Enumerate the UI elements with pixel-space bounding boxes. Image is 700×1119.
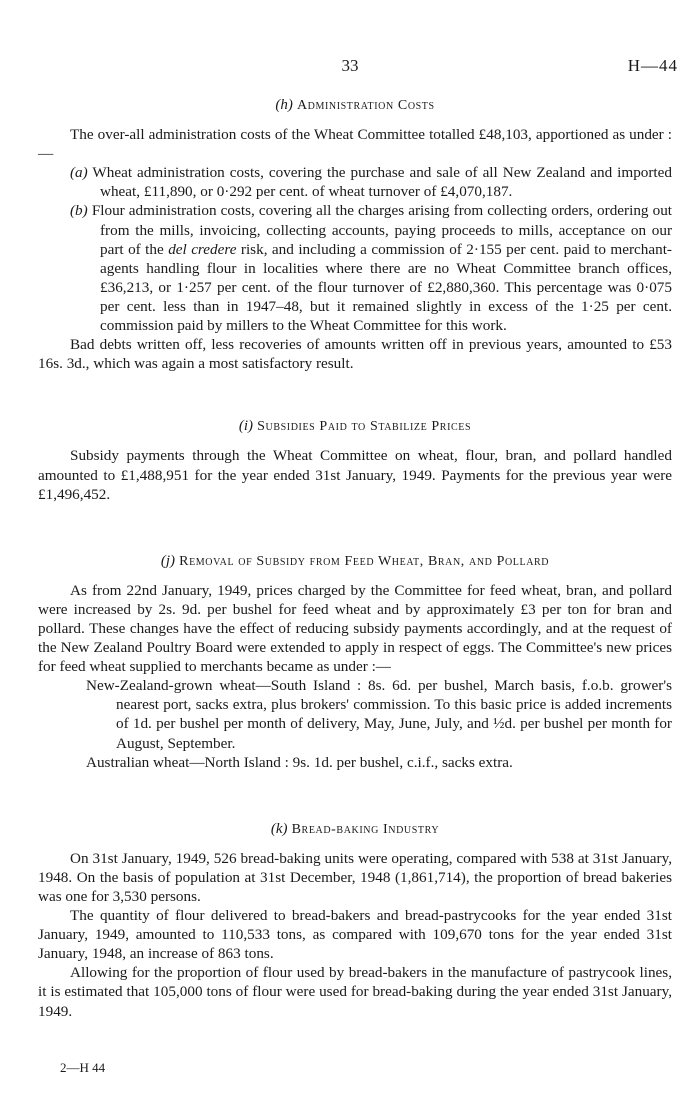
section-k-label: (k): [270, 820, 288, 837]
section-h-heading: [38, 96, 672, 115]
item-a-text: Wheat administration costs, covering the purchase and sale of all New Zealand and imported wheat, £11,890, or 0·292 per cent. of wheat turnover of £4,070,187.: [92, 164, 672, 201]
section-j-title: Removal of Subsidy from Feed Wheat, Bran, and Pollard: [179, 553, 550, 569]
section-h-title: Administration Costs: [296, 98, 435, 113]
item-a-label: (a): [70, 164, 88, 182]
section-i-label: (i): [238, 418, 254, 435]
section-j-paragraph: As from 22nd January, 1949, prices charged by the Committee for feed wheat, bran, and pollard were increased by 2s. 9d. per bushel for feed wheat and by approximately £3 per ton for bran and pollard. These changes have the effect of reducing subsidy payments accordingly, and at the request of the New Zealand Poultry Board were extended to apply in respect of eggs. The Committee's new prices for feed wheat supplied to merchants became as under :—: [38, 581, 672, 676]
item-b-text-pre: Flour administration costs, covering all the charges arising from collecting orders, ordering out from the mills, invoicing, collecting accounts, paying proceeds to mills, acceptance on our part of the: [91, 202, 673, 258]
section-k-heading: [38, 820, 672, 839]
section-h-item-a: [38, 163, 672, 201]
section-k-paragraph-1: On 31st January, 1949, 526 bread-baking units were operating, compared with 538 at 31st January, 1948. On the basis of population at 31st December, 1948 (1,861,714), the proportion of bread bakeries was one for 3,530 persons.: [38, 849, 672, 905]
section-j-australian-wheat: Australian wheat—North Island : 9s. 1d. per bushel, c.i.f., sacks extra.: [86, 753, 513, 771]
item-b-text-post: risk, and including a commission of 2·155 per cent. paid to merchant-agents handling flour in localities where there are no Wheat Committee branch offices, £36,213, or 1·257 per cent. of the flour turnover of £2,880,360. This percentage was 0·075 per cent. less than in 1947–48, but it remained slightly in excess of the 1·25 per cent. commission paid by millers to the Wheat Committee for this work.: [100, 240, 672, 335]
section-h-bad-debts: Bad debts written off, less recoveries of amounts written off in previous years, amounted to £53 16s. 3d., which was again a most satisfactory result.: [38, 336, 672, 373]
section-i-heading: [38, 417, 672, 436]
body-text: [38, 96, 672, 1021]
section-j-label: (j): [160, 552, 176, 569]
page-signature: 2—H 44: [60, 1060, 106, 1075]
section-h-intro: The over-all administration costs of the Wheat Committee totalled £48,103, apportioned as under :—: [38, 126, 672, 163]
section-i-paragraph: Subsidy payments through the Wheat Committee on wheat, flour, bran, and pollard handled amounted to £1,488,951 for the year ended 31st January, 1949. Payments for the previous year were £1,496,452.: [38, 447, 672, 503]
section-i-title: Subsidies Paid to Stabilize Prices: [257, 419, 472, 435]
item-b-italic-term: del credere: [168, 240, 237, 258]
section-k-title: Bread-baking Industry: [291, 821, 440, 837]
section-j-nz-wheat: New-Zealand-grown wheat—South Island : 8s. 6d. per bushel, March basis, f.o.b. grower's nearest port, sacks extra, plus brokers' commission. To this basic price is added increments of 1d. per bushel per month of delivery, May, June, July, and ½d. per bushel per month for August, September.: [86, 677, 672, 752]
section-k-paragraph-3: Allowing for the proportion of flour used by bread-bakers in the manufacture of pastrycook lines, it is estimated that 105,000 tons of flour were used for bread-baking during the year ended 31st January, 1949.: [38, 964, 672, 1020]
section-j-heading: [38, 552, 672, 571]
section-h-label: (h): [275, 97, 293, 113]
page-number: 33: [341, 56, 359, 75]
section-k-paragraph-2: The quantity of flour delivered to bread-bakers and bread-pastrycooks for the year ended 31st January, 1949, amounted to 110,533 tons, as compared with 109,670 tons for the year ended 31st January, 1948, an increase of 863 tons.: [38, 907, 672, 963]
item-b-label: (b): [70, 202, 88, 220]
section-h-item-b: [38, 201, 672, 335]
document-reference: H—44: [627, 56, 678, 75]
